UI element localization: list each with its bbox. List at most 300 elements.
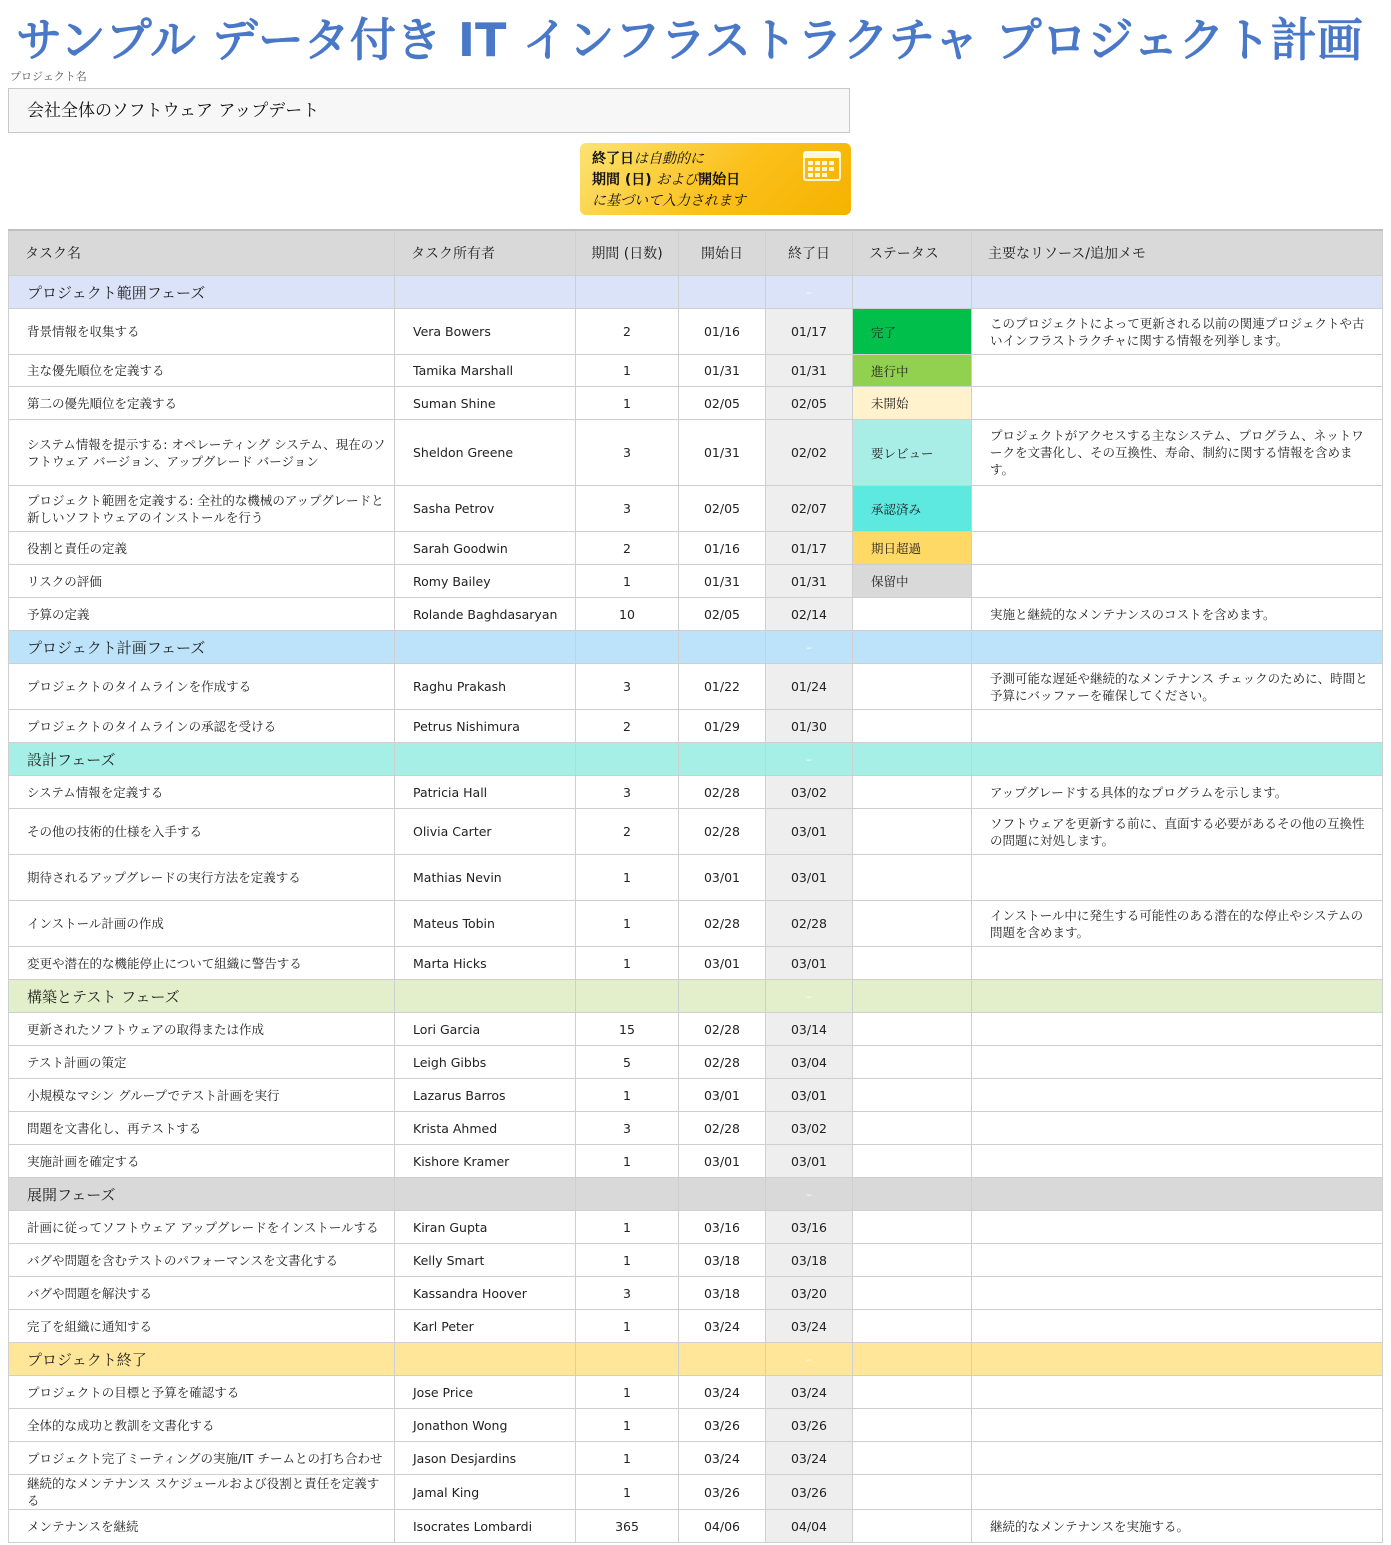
phase-name[interactable]: 構築とテスト フェーズ bbox=[9, 980, 395, 1013]
phase-cell[interactable] bbox=[679, 631, 766, 664]
task-row bbox=[9, 809, 1383, 855]
task-duration[interactable]: 1 bbox=[576, 1244, 679, 1277]
task-owner[interactable]: Patricia Hall bbox=[395, 776, 576, 809]
task-owner[interactable]: Sarah Goodwin bbox=[395, 532, 576, 565]
task-status[interactable] bbox=[853, 1376, 972, 1409]
task-memo[interactable] bbox=[972, 1376, 1383, 1409]
task-name[interactable]: プロジェクトのタイムラインの承認を受ける bbox=[9, 710, 395, 743]
task-status[interactable]: 完了 bbox=[853, 309, 972, 355]
task-owner[interactable]: Lori Garcia bbox=[395, 1013, 576, 1046]
task-end[interactable]: 02/02 bbox=[766, 420, 853, 486]
phase-cell[interactable] bbox=[853, 1343, 972, 1376]
task-end[interactable]: 03/01 bbox=[766, 1079, 853, 1112]
task-name[interactable]: 計画に従ってソフトウェア アップグレードをインストールする bbox=[9, 1211, 395, 1244]
task-memo[interactable] bbox=[972, 710, 1383, 743]
task-name[interactable]: 主な優先順位を定義する bbox=[9, 355, 395, 387]
task-duration[interactable]: 1 bbox=[576, 1442, 679, 1475]
task-memo[interactable]: 継続的なメンテナンスを実施する。 bbox=[972, 1510, 1383, 1543]
task-row bbox=[9, 1409, 1383, 1442]
task-status[interactable] bbox=[853, 1112, 972, 1145]
task-memo[interactable]: ソフトウェアを更新する前に、直面する必要があるその他の互換性の問題に対処します。 bbox=[972, 809, 1383, 855]
task-status[interactable] bbox=[853, 1145, 972, 1178]
task-end[interactable]: 01/17 bbox=[766, 532, 853, 565]
task-duration[interactable]: 10 bbox=[576, 598, 679, 631]
task-owner[interactable]: Marta Hicks bbox=[395, 947, 576, 980]
task-owner[interactable]: Suman Shine bbox=[395, 387, 576, 420]
page-title: サンプル データ付き IT インフラストラクチャ プロジェクト計画 bbox=[16, 13, 1363, 67]
phase-end-dash[interactable]: – bbox=[766, 276, 853, 309]
phase-end-dash[interactable]: – bbox=[766, 980, 853, 1013]
phase-cell[interactable] bbox=[679, 980, 766, 1013]
task-memo[interactable]: インストール中に発生する可能性のある潜在的な停止やシステムの問題を含めます。 bbox=[972, 901, 1383, 947]
task-name[interactable]: プロジェクト範囲を定義する: 全社的な機械のアップグレードと新しいソフトウェアのインストールを行う bbox=[9, 486, 395, 532]
task-memo[interactable]: アップグレードする具体的なプログラムを示します。 bbox=[972, 776, 1383, 809]
task-duration[interactable]: 3 bbox=[576, 1277, 679, 1310]
header-task[interactable]: タスク名 bbox=[9, 230, 395, 276]
phase-cell[interactable] bbox=[395, 631, 576, 664]
task-start[interactable]: 01/31 bbox=[679, 355, 766, 387]
phase-cell[interactable] bbox=[679, 743, 766, 776]
task-owner[interactable]: Isocrates Lombardi bbox=[395, 1510, 576, 1543]
task-end[interactable]: 03/04 bbox=[766, 1046, 853, 1079]
task-start[interactable]: 03/24 bbox=[679, 1310, 766, 1343]
task-duration[interactable]: 1 bbox=[576, 855, 679, 901]
task-name[interactable]: その他の技術的仕様を入手する bbox=[9, 809, 395, 855]
task-name[interactable]: バグや問題を解決する bbox=[9, 1277, 395, 1310]
phase-cell[interactable] bbox=[395, 276, 576, 309]
task-row bbox=[9, 420, 1383, 486]
task-owner[interactable]: Rolande Baghdasaryan bbox=[395, 598, 576, 631]
task-end[interactable]: 01/31 bbox=[766, 355, 853, 387]
task-duration[interactable]: 1 bbox=[576, 387, 679, 420]
phase-cell[interactable] bbox=[972, 276, 1383, 309]
task-row bbox=[9, 1145, 1383, 1178]
task-status[interactable]: 承認済み bbox=[853, 486, 972, 532]
phase-row bbox=[9, 743, 1383, 776]
phase-row bbox=[9, 276, 1383, 309]
task-duration[interactable]: 1 bbox=[576, 901, 679, 947]
task-owner[interactable]: Leigh Gibbs bbox=[395, 1046, 576, 1079]
phase-end-dash[interactable]: – bbox=[766, 743, 853, 776]
task-end[interactable]: 03/14 bbox=[766, 1013, 853, 1046]
task-owner[interactable]: Jonathon Wong bbox=[395, 1409, 576, 1442]
project-plan-table bbox=[8, 229, 1383, 1543]
task-start[interactable]: 02/28 bbox=[679, 1112, 766, 1145]
phase-end-dash[interactable]: – bbox=[766, 1178, 853, 1211]
task-name[interactable]: 役割と責任の定義 bbox=[9, 532, 395, 565]
task-owner[interactable]: Mathias Nevin bbox=[395, 855, 576, 901]
task-name[interactable]: 継続的なメンテナンス スケジュールおよび役割と責任を定義する bbox=[9, 1475, 395, 1510]
task-status[interactable]: 期日超過 bbox=[853, 532, 972, 565]
note-start-date: 開始日 bbox=[698, 172, 741, 188]
task-owner[interactable]: Lazarus Barros bbox=[395, 1079, 576, 1112]
task-end[interactable]: 03/01 bbox=[766, 1145, 853, 1178]
task-row bbox=[9, 1112, 1383, 1145]
task-name[interactable]: メンテナンスを継続 bbox=[9, 1510, 395, 1543]
task-owner[interactable]: Jason Desjardins bbox=[395, 1442, 576, 1475]
task-status[interactable] bbox=[853, 901, 972, 947]
task-memo[interactable] bbox=[972, 947, 1383, 980]
task-name[interactable]: 背景情報を収集する bbox=[9, 309, 395, 355]
phase-cell[interactable] bbox=[853, 631, 972, 664]
task-row bbox=[9, 598, 1383, 631]
task-name[interactable]: 予算の定義 bbox=[9, 598, 395, 631]
task-status[interactable] bbox=[853, 664, 972, 710]
task-name[interactable]: 更新されたソフトウェアの取得または作成 bbox=[9, 1013, 395, 1046]
phase-cell[interactable] bbox=[576, 631, 679, 664]
task-duration[interactable]: 2 bbox=[576, 710, 679, 743]
task-status[interactable] bbox=[853, 1442, 972, 1475]
task-duration[interactable]: 2 bbox=[576, 532, 679, 565]
header-memo[interactable]: 主要なリソース/追加メモ bbox=[972, 230, 1383, 276]
phase-cell[interactable] bbox=[972, 743, 1383, 776]
task-row bbox=[9, 387, 1383, 420]
phase-cell[interactable] bbox=[576, 743, 679, 776]
phase-cell[interactable] bbox=[972, 631, 1383, 664]
task-row bbox=[9, 776, 1383, 809]
task-duration[interactable]: 1 bbox=[576, 355, 679, 387]
task-end[interactable]: 03/02 bbox=[766, 776, 853, 809]
task-duration[interactable]: 365 bbox=[576, 1510, 679, 1543]
task-row bbox=[9, 1211, 1383, 1244]
task-memo[interactable] bbox=[972, 1112, 1383, 1145]
table-header bbox=[9, 230, 1383, 276]
task-end[interactable]: 03/01 bbox=[766, 855, 853, 901]
phase-row bbox=[9, 1178, 1383, 1211]
task-memo[interactable] bbox=[972, 1475, 1383, 1510]
header-status[interactable]: ステータス bbox=[853, 230, 972, 276]
task-memo[interactable] bbox=[972, 565, 1383, 598]
task-name[interactable]: バグや問題を含むテストのパフォーマンスを文書化する bbox=[9, 1244, 395, 1277]
task-memo[interactable]: プロジェクトがアクセスする主なシステム、プログラム、ネットワークを文書化し、その互換性、寿命、制約に関する情報を含めます。 bbox=[972, 420, 1383, 486]
task-start[interactable]: 01/29 bbox=[679, 710, 766, 743]
phase-row bbox=[9, 631, 1383, 664]
task-owner[interactable]: Olivia Carter bbox=[395, 809, 576, 855]
task-row bbox=[9, 1079, 1383, 1112]
project-name-label: プロジェクト名 bbox=[10, 70, 87, 83]
task-row bbox=[9, 355, 1383, 387]
phase-name[interactable]: 展開フェーズ bbox=[9, 1178, 395, 1211]
phase-name[interactable]: 設計フェーズ bbox=[9, 743, 395, 776]
task-status[interactable] bbox=[853, 1277, 972, 1310]
task-owner[interactable]: Raghu Prakash bbox=[395, 664, 576, 710]
task-duration[interactable]: 1 bbox=[576, 1079, 679, 1112]
task-end[interactable]: 03/24 bbox=[766, 1376, 853, 1409]
task-start[interactable]: 04/06 bbox=[679, 1510, 766, 1543]
phase-cell[interactable] bbox=[576, 276, 679, 309]
phase-cell[interactable] bbox=[679, 1343, 766, 1376]
task-row bbox=[9, 1277, 1383, 1310]
task-start[interactable]: 01/31 bbox=[679, 420, 766, 486]
phase-cell[interactable] bbox=[395, 980, 576, 1013]
task-end[interactable]: 01/31 bbox=[766, 565, 853, 598]
phase-row bbox=[9, 980, 1383, 1013]
task-start[interactable]: 02/05 bbox=[679, 486, 766, 532]
task-row bbox=[9, 309, 1383, 355]
phase-cell[interactable] bbox=[853, 743, 972, 776]
note-filled: に基づいて入力されます bbox=[592, 193, 746, 209]
task-start[interactable]: 03/01 bbox=[679, 1079, 766, 1112]
task-name[interactable]: 実施計画を確定する bbox=[9, 1145, 395, 1178]
task-row bbox=[9, 486, 1383, 532]
task-end[interactable]: 04/04 bbox=[766, 1510, 853, 1543]
task-memo[interactable] bbox=[972, 355, 1383, 387]
task-start[interactable]: 01/16 bbox=[679, 532, 766, 565]
task-start[interactable]: 01/16 bbox=[679, 309, 766, 355]
task-memo[interactable] bbox=[972, 1211, 1383, 1244]
task-duration[interactable]: 1 bbox=[576, 1409, 679, 1442]
task-end[interactable]: 03/16 bbox=[766, 1211, 853, 1244]
task-name[interactable]: インストール計画の作成 bbox=[9, 901, 395, 947]
task-owner[interactable]: Petrus Nishimura bbox=[395, 710, 576, 743]
task-row bbox=[9, 664, 1383, 710]
task-owner[interactable]: Romy Bailey bbox=[395, 565, 576, 598]
phase-cell[interactable] bbox=[576, 1178, 679, 1211]
task-name[interactable]: プロジェクトのタイムラインを作成する bbox=[9, 664, 395, 710]
task-name[interactable]: 期待されるアップグレードの実行方法を定義する bbox=[9, 855, 395, 901]
task-start[interactable]: 03/24 bbox=[679, 1376, 766, 1409]
task-duration[interactable]: 1 bbox=[576, 1475, 679, 1510]
task-name[interactable]: 小規模なマシン グループでテスト計画を実行 bbox=[9, 1079, 395, 1112]
task-owner[interactable]: Tamika Marshall bbox=[395, 355, 576, 387]
task-memo[interactable] bbox=[972, 1310, 1383, 1343]
task-owner[interactable]: Kishore Kramer bbox=[395, 1145, 576, 1178]
task-owner[interactable]: Karl Peter bbox=[395, 1310, 576, 1343]
task-end[interactable]: 02/07 bbox=[766, 486, 853, 532]
phase-end-dash[interactable]: – bbox=[766, 631, 853, 664]
task-owner[interactable]: Kiran Gupta bbox=[395, 1211, 576, 1244]
phase-cell[interactable] bbox=[679, 276, 766, 309]
task-start[interactable]: 03/26 bbox=[679, 1409, 766, 1442]
task-owner[interactable]: Jamal King bbox=[395, 1475, 576, 1510]
task-name[interactable]: プロジェクトの目標と予算を確認する bbox=[9, 1376, 395, 1409]
header-start[interactable]: 開始日 bbox=[679, 230, 766, 276]
task-end[interactable]: 03/26 bbox=[766, 1475, 853, 1510]
task-start[interactable]: 03/24 bbox=[679, 1442, 766, 1475]
task-duration[interactable]: 1 bbox=[576, 947, 679, 980]
task-name[interactable]: 第二の優先順位を定義する bbox=[9, 387, 395, 420]
phase-cell[interactable] bbox=[853, 1178, 972, 1211]
task-status[interactable] bbox=[853, 809, 972, 855]
task-start[interactable]: 02/28 bbox=[679, 1046, 766, 1079]
task-memo[interactable] bbox=[972, 1013, 1383, 1046]
task-owner[interactable]: Jose Price bbox=[395, 1376, 576, 1409]
phase-end-dash[interactable]: – bbox=[766, 1343, 853, 1376]
phase-cell[interactable] bbox=[853, 276, 972, 309]
task-end[interactable]: 01/30 bbox=[766, 710, 853, 743]
task-memo[interactable] bbox=[972, 1409, 1383, 1442]
task-duration[interactable]: 3 bbox=[576, 776, 679, 809]
task-row bbox=[9, 710, 1383, 743]
task-status[interactable]: 保留中 bbox=[853, 565, 972, 598]
task-duration[interactable]: 15 bbox=[576, 1013, 679, 1046]
note-duration: 期間 (日) bbox=[592, 172, 652, 188]
task-start[interactable]: 02/28 bbox=[679, 776, 766, 809]
task-memo[interactable] bbox=[972, 1046, 1383, 1079]
task-duration[interactable]: 2 bbox=[576, 309, 679, 355]
task-end[interactable]: 02/28 bbox=[766, 901, 853, 947]
task-memo[interactable] bbox=[972, 1145, 1383, 1178]
task-end[interactable]: 03/24 bbox=[766, 1442, 853, 1475]
task-start[interactable]: 02/05 bbox=[679, 387, 766, 420]
task-row bbox=[9, 565, 1383, 598]
task-duration[interactable]: 3 bbox=[576, 420, 679, 486]
task-status[interactable]: 未開始 bbox=[853, 387, 972, 420]
project-name-field[interactable]: 会社全体のソフトウェア アップデート bbox=[8, 88, 850, 133]
phase-name[interactable]: プロジェクト範囲フェーズ bbox=[9, 276, 395, 309]
task-name[interactable]: 変更や潜在的な機能停止について組織に警告する bbox=[9, 947, 395, 980]
phase-cell[interactable] bbox=[395, 1343, 576, 1376]
task-memo[interactable]: 予測可能な遅延や継続的なメンテナンス チェックのために、時間と予算にバッファーを確保してください。 bbox=[972, 664, 1383, 710]
task-end[interactable]: 01/17 bbox=[766, 309, 853, 355]
task-status[interactable] bbox=[853, 1409, 972, 1442]
task-row bbox=[9, 1376, 1383, 1409]
task-memo[interactable] bbox=[972, 387, 1383, 420]
header-duration[interactable]: 期間 (日数) bbox=[576, 230, 679, 276]
task-duration[interactable]: 1 bbox=[576, 1310, 679, 1343]
task-end[interactable]: 03/01 bbox=[766, 947, 853, 980]
task-duration[interactable]: 2 bbox=[576, 809, 679, 855]
task-owner[interactable]: Sheldon Greene bbox=[395, 420, 576, 486]
task-row bbox=[9, 1510, 1383, 1543]
task-start[interactable]: 03/26 bbox=[679, 1475, 766, 1510]
note-auto: は自動的に bbox=[634, 151, 704, 167]
task-start[interactable]: 03/01 bbox=[679, 855, 766, 901]
auto-end-date-note bbox=[580, 143, 851, 215]
task-name[interactable]: 完了を組織に通知する bbox=[9, 1310, 395, 1343]
task-duration[interactable]: 1 bbox=[576, 1145, 679, 1178]
task-name[interactable]: システム情報を定義する bbox=[9, 776, 395, 809]
phase-cell[interactable] bbox=[576, 980, 679, 1013]
task-start[interactable]: 03/01 bbox=[679, 947, 766, 980]
phase-cell[interactable] bbox=[679, 1178, 766, 1211]
phase-cell[interactable] bbox=[972, 1178, 1383, 1211]
task-row bbox=[9, 855, 1383, 901]
task-name[interactable]: プロジェクト完了ミーティングの実施/IT チームとの打ち合わせ bbox=[9, 1442, 395, 1475]
task-name[interactable]: 全体的な成功と教訓を文書化する bbox=[9, 1409, 395, 1442]
note-and: および bbox=[651, 172, 699, 188]
task-status[interactable] bbox=[853, 855, 972, 901]
task-status[interactable] bbox=[853, 1079, 972, 1112]
task-status[interactable] bbox=[853, 710, 972, 743]
task-owner[interactable]: Kassandra Hoover bbox=[395, 1277, 576, 1310]
task-start[interactable]: 01/31 bbox=[679, 565, 766, 598]
task-start[interactable]: 02/28 bbox=[679, 1013, 766, 1046]
task-row bbox=[9, 1244, 1383, 1277]
note-end-date: 終了日 bbox=[592, 151, 634, 167]
task-duration[interactable]: 3 bbox=[576, 486, 679, 532]
task-start[interactable]: 03/01 bbox=[679, 1145, 766, 1178]
phase-cell[interactable] bbox=[395, 743, 576, 776]
task-owner[interactable]: Kelly Smart bbox=[395, 1244, 576, 1277]
task-start[interactable]: 02/05 bbox=[679, 598, 766, 631]
task-row bbox=[9, 947, 1383, 980]
task-owner[interactable]: Sasha Petrov bbox=[395, 486, 576, 532]
task-memo[interactable] bbox=[972, 486, 1383, 532]
task-owner[interactable]: Vera Bowers bbox=[395, 309, 576, 355]
task-start[interactable]: 02/28 bbox=[679, 901, 766, 947]
task-end[interactable]: 03/20 bbox=[766, 1277, 853, 1310]
task-owner[interactable]: Krista Ahmed bbox=[395, 1112, 576, 1145]
phase-cell[interactable] bbox=[576, 1343, 679, 1376]
task-duration[interactable]: 5 bbox=[576, 1046, 679, 1079]
task-status[interactable] bbox=[853, 776, 972, 809]
task-name[interactable]: システム情報を提示する: オペレーティング システム、現在のソフトウェア バージョン、アップグレード バージョン bbox=[9, 420, 395, 486]
task-end[interactable]: 02/05 bbox=[766, 387, 853, 420]
task-status[interactable]: 要レビュー bbox=[853, 420, 972, 486]
task-status[interactable] bbox=[853, 598, 972, 631]
phase-name[interactable]: プロジェクト終了 bbox=[9, 1343, 395, 1376]
phase-name[interactable]: プロジェクト計画フェーズ bbox=[9, 631, 395, 664]
task-owner[interactable]: Mateus Tobin bbox=[395, 901, 576, 947]
task-start[interactable]: 01/22 bbox=[679, 664, 766, 710]
task-start[interactable]: 03/18 bbox=[679, 1244, 766, 1277]
phase-cell[interactable] bbox=[972, 1343, 1383, 1376]
task-name[interactable]: 問題を文書化し、再テストする bbox=[9, 1112, 395, 1145]
phase-row bbox=[9, 1343, 1383, 1376]
task-end[interactable]: 03/24 bbox=[766, 1310, 853, 1343]
task-memo[interactable] bbox=[972, 1277, 1383, 1310]
task-start[interactable]: 02/28 bbox=[679, 809, 766, 855]
calendar-icon bbox=[803, 151, 841, 181]
task-status[interactable] bbox=[853, 1510, 972, 1543]
task-name[interactable]: テスト計画の策定 bbox=[9, 1046, 395, 1079]
task-duration[interactable]: 1 bbox=[576, 1211, 679, 1244]
task-row bbox=[9, 1013, 1383, 1046]
task-memo[interactable] bbox=[972, 855, 1383, 901]
task-status[interactable] bbox=[853, 1211, 972, 1244]
phase-cell[interactable] bbox=[853, 980, 972, 1013]
task-start[interactable]: 03/18 bbox=[679, 1277, 766, 1310]
task-row bbox=[9, 1475, 1383, 1510]
task-row bbox=[9, 1046, 1383, 1079]
task-end[interactable]: 01/24 bbox=[766, 664, 853, 710]
task-row bbox=[9, 901, 1383, 947]
task-status[interactable] bbox=[853, 1310, 972, 1343]
task-duration[interactable]: 1 bbox=[576, 1376, 679, 1409]
task-end[interactable]: 03/18 bbox=[766, 1244, 853, 1277]
task-status[interactable] bbox=[853, 1046, 972, 1079]
task-row bbox=[9, 532, 1383, 565]
task-status[interactable] bbox=[853, 1013, 972, 1046]
task-status[interactable]: 進行中 bbox=[853, 355, 972, 387]
phase-cell[interactable] bbox=[395, 1178, 576, 1211]
task-duration[interactable]: 3 bbox=[576, 1112, 679, 1145]
task-end[interactable]: 02/14 bbox=[766, 598, 853, 631]
task-status[interactable] bbox=[853, 1475, 972, 1510]
task-memo[interactable] bbox=[972, 1079, 1383, 1112]
task-end[interactable]: 03/02 bbox=[766, 1112, 853, 1145]
header-owner[interactable]: タスク所有者 bbox=[395, 230, 576, 276]
header-end[interactable]: 終了日 bbox=[766, 230, 853, 276]
task-start[interactable]: 03/16 bbox=[679, 1211, 766, 1244]
task-end[interactable]: 03/01 bbox=[766, 809, 853, 855]
task-row bbox=[9, 1310, 1383, 1343]
task-status[interactable] bbox=[853, 1244, 972, 1277]
task-memo[interactable] bbox=[972, 532, 1383, 565]
task-status[interactable] bbox=[853, 947, 972, 980]
task-memo[interactable]: このプロジェクトによって更新される以前の関連プロジェクトや古いインフラストラクチャに関する情報を列挙します。 bbox=[972, 309, 1383, 355]
task-end[interactable]: 03/26 bbox=[766, 1409, 853, 1442]
task-memo[interactable] bbox=[972, 1244, 1383, 1277]
task-memo[interactable]: 実施と継続的なメンテナンスのコストを含めます。 bbox=[972, 598, 1383, 631]
task-duration[interactable]: 3 bbox=[576, 664, 679, 710]
task-name[interactable]: リスクの評価 bbox=[9, 565, 395, 598]
phase-cell[interactable] bbox=[972, 980, 1383, 1013]
task-duration[interactable]: 1 bbox=[576, 565, 679, 598]
task-row bbox=[9, 1442, 1383, 1475]
task-memo[interactable] bbox=[972, 1442, 1383, 1475]
